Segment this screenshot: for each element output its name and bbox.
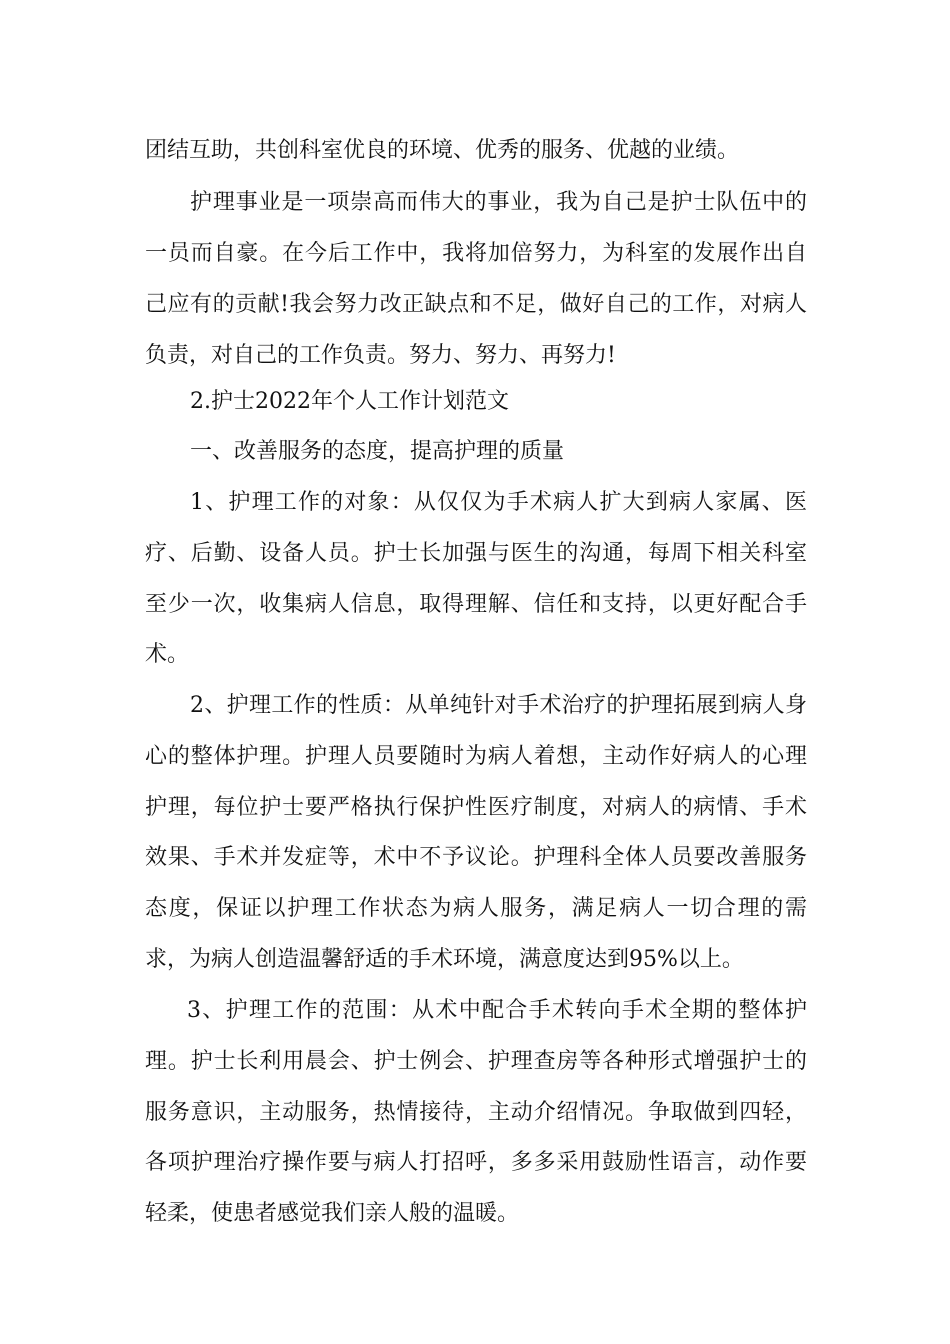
text-line: 负责，对自己的工作负责。努力、努力、再努力! xyxy=(145,343,616,368)
text-line: 1、护理工作的对象：从仅仅为手术病人扩大到病人家属、医 xyxy=(190,490,807,515)
text-line: 护理，每位护士要严格执行保护性医疗制度，对病人的病情、手术 xyxy=(145,795,807,820)
text-line: 服务意识，主动服务，热情接待，主动介绍情况。争取做到四轻， xyxy=(145,1100,807,1125)
section-heading: 2.护士2022年个人工作计划范文 xyxy=(190,389,509,414)
text-line: 疗、后勤、设备人员。护士长加强与医生的沟通，每周下相关科室 xyxy=(145,541,807,566)
text-line: 各项护理治疗操作要与病人打招呼，多多采用鼓励性语言，动作要 xyxy=(145,1150,807,1175)
subsection-heading: 一、改善服务的态度，提高护理的质量 xyxy=(190,439,565,464)
text-line: 2、护理工作的性质：从单纯针对手术治疗的护理拓展到病人身 xyxy=(190,693,807,718)
text-line: 轻柔，使患者感觉我们亲人般的温暖。 xyxy=(145,1201,520,1226)
text-line: 求，为病人创造温馨舒适的手术环境，满意度达到95%以上。 xyxy=(145,947,744,972)
text-line: 一员而自豪。在今后工作中，我将加倍努力，为科室的发展作出自 xyxy=(145,241,807,266)
text-line: 理。护士长利用晨会、护士例会、护理查房等各种形式增强护士的 xyxy=(145,1049,807,1074)
text-line: 己应有的贡献!我会努力改正缺点和不足，做好自己的工作，对病人 xyxy=(145,292,807,317)
text-line: 态度，保证以护理工作状态为病人服务，满足病人一切合理的需 xyxy=(145,896,807,921)
text-line: 效果、手术并发症等，术中不予议论。护理科全体人员要改善服务 xyxy=(145,845,807,870)
text-line: 心的整体护理。护理人员要随时为病人着想，主动作好病人的心理 xyxy=(145,744,807,769)
text-line: 团结互助，共创科室优良的环境、优秀的服务、优越的业绩。 xyxy=(145,138,740,163)
text-line: 护理事业是一项崇高而伟大的事业，我为自己是护士队伍中的 xyxy=(190,190,807,215)
text-line: 术。 xyxy=(145,642,190,667)
text-line: 至少一次，收集病人信息，取得理解、信任和支持，以更好配合手 xyxy=(145,592,807,617)
text-line: 3、护理工作的范围：从术中配合手术转向手术全期的整体护 xyxy=(187,998,807,1023)
